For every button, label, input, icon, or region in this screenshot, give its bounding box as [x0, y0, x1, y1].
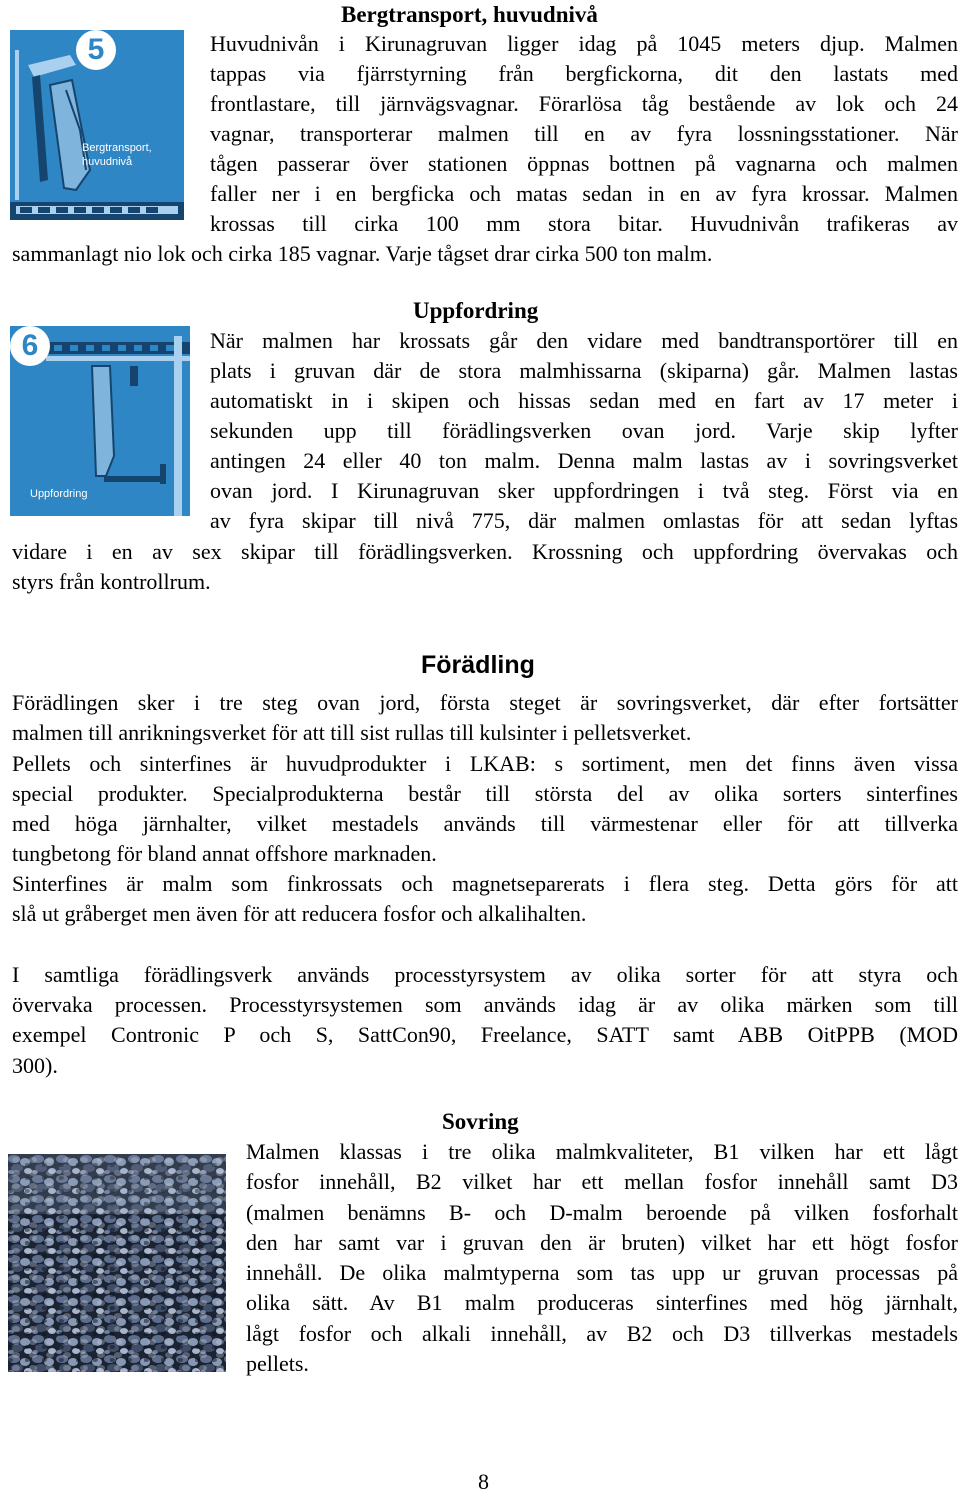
section-heading-foradling: Förädling [421, 651, 535, 679]
paragraph-line: När malmen har krossats går den vidare med bandtransportörer till en [210, 328, 958, 353]
paragraph-line: övervaka processen. Processtyrsystemen som används idag är av olika märken som till [12, 992, 958, 1017]
paragraph-line: Pellets och sinterfines är huvudprodukter i LKAB: s sortiment, men det finns även vissa [12, 751, 958, 776]
paragraph-line: 300). [12, 1053, 58, 1078]
figure-label: huvudnivå [82, 156, 133, 168]
paragraph-line: faller ner i en bergficka och matas sedan in en av fyra krossar. Malmen [210, 181, 958, 206]
figure-label: Uppfordring [30, 488, 88, 500]
paragraph-line: malmen till anrikningsverket för att till sist rullas till kulsinter i pelletsverket. [12, 720, 692, 745]
paragraph-line: styrs från kontrollrum. [12, 569, 211, 594]
paragraph-line: exempel Contronic P och S, SattCon90, Freelance, SATT samt ABB OitPPB (MOD [12, 1022, 958, 1047]
paragraph-line: I samtliga förädlingsverk används processtyrsystem av olika sorter för att styra och [12, 962, 958, 987]
uppfordring-diagram [10, 326, 190, 516]
section-heading-sovring: Sovring [442, 1109, 519, 1134]
paragraph-line: vidare i en av sex skipar till förädlingsverken. Krossning och uppfordring övervakas och [12, 539, 958, 564]
section-heading-bergtransport: Bergtransport, huvudnivå [341, 2, 598, 27]
figure-label: Bergtransport, [82, 142, 152, 154]
ore-photo [8, 1154, 226, 1372]
paragraph-line: med höga järnhalter, vilket mestadels används till värmestenar eller för att tillverka [12, 811, 958, 836]
section-heading-uppfordring: Uppfordring [413, 298, 539, 323]
paragraph-line: plats i gruvan där de stora malmhissarna (skiparna) går. Malmen lastas [210, 358, 958, 383]
paragraph-line: av fyra skipar till nivå 775, där malmen omlastas för att sedan lyftas [210, 508, 958, 533]
paragraph-line: special produkter. Specialprodukterna består till största del av olika sorters sinterfines [12, 781, 958, 806]
paragraph-line: Förädlingen sker i tre steg ovan jord, första steget är sovringsverket, där efter fortsätter [12, 690, 958, 715]
paragraph-line: Malmen klassas i tre olika malmkvaliteter, B1 vilken har ett lågt [246, 1139, 958, 1164]
figure-number-badge: 6 [10, 326, 50, 366]
paragraph-line: automatiskt in i skipen och hissas sedan med en fart av 17 meter i [210, 388, 958, 413]
paragraph-line: Sinterfines är malm som finkrossats och magnetseparerats i flera steg. Detta görs för att [12, 871, 958, 896]
bergtransport-diagram [10, 30, 184, 220]
paragraph-line: vagnar, transporterar malmen till en av fyra lossningsstationer. När [210, 121, 958, 146]
paragraph-line: lågt fosfor och alkali innehåll, av B2 och D3 tillverkas mestadels [246, 1321, 958, 1346]
paragraph-line: frontlastare, till järnvägsvagnar. Förarlösa tåg bestående av lok och 24 [210, 91, 958, 116]
paragraph-line: olika sätt. Av B1 malm produceras sinterfines med hög järnhalt, [246, 1290, 958, 1315]
paragraph-line: sekunden upp till förädlingsverken ovan jord. Varje skip lyfter [210, 418, 958, 443]
figure-number-badge: 5 [76, 30, 116, 70]
page-number: 8 [478, 1469, 489, 1494]
paragraph-line: krossas till cirka 100 mm stora bitar. Huvudnivån trafikeras av [210, 211, 958, 236]
paragraph-line: (malmen benämns B- och D-malm beroende på vilken fosforhalt [246, 1200, 958, 1225]
paragraph-line: fosfor innehåll, B2 vilket har ett mellan fosfor innehåll samt D3 [246, 1169, 958, 1194]
paragraph-line: ovan jord. I Kirunagruvan sker uppfordringen i två steg. Först via en [210, 478, 958, 503]
paragraph-line: sammanlagt nio lok och cirka 185 vagnar. Varje tågset drar cirka 500 ton malm. [12, 241, 713, 266]
paragraph-line: antingen 24 eller 40 ton malm. Denna malm lastas av i sovringsverket [210, 448, 958, 473]
paragraph-line: tågen passerar över stationen öppnas bottnen på vagnarna och malmen [210, 151, 958, 176]
paragraph-line: innehåll. De olika malmtyperna som tas upp ur gruvan processas på [246, 1260, 958, 1285]
paragraph-line: den har samt var i gruvan den är bruten) vilket har ett högt fosfor [246, 1230, 958, 1255]
paragraph-line: slå ut gråberget men även för att reducera fosfor och alkalihalten. [12, 901, 587, 926]
paragraph-line: Huvudnivån i Kirunagruvan ligger idag på 1045 meters djup. Malmen [210, 31, 958, 56]
ore-photo-graphic [8, 1154, 226, 1372]
paragraph-line: tappas via fjärrstyrning från bergfickorna, dit den lastats med [210, 61, 958, 86]
paragraph-line: pellets. [246, 1351, 309, 1376]
paragraph-line: tungbetong för bland annat offshore marknaden. [12, 841, 437, 866]
